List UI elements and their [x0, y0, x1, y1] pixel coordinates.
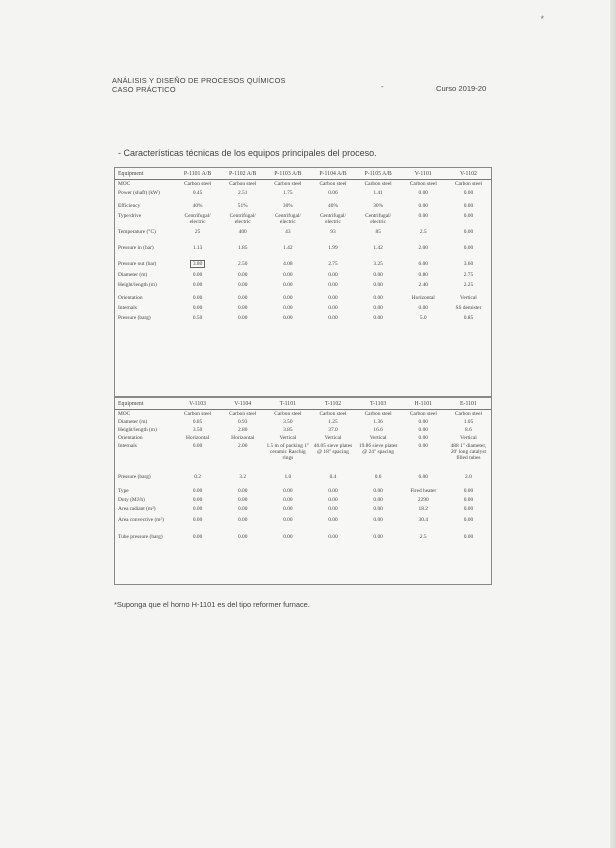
table-cell: 0.93: [237, 419, 248, 425]
table-cell: 0.00: [418, 203, 428, 209]
table-cell: 0.00: [418, 435, 428, 441]
table-row: [115, 419, 491, 427]
course-year: Curso 2019-20: [436, 84, 487, 93]
table-cell: 0.6: [374, 474, 382, 480]
table-cell: 37.0: [328, 427, 338, 433]
table-row: [115, 497, 491, 506]
table-cell: 0.00: [237, 517, 248, 523]
table-cell: 400: [238, 229, 247, 235]
table-cell: 46.05 sieve plates @ 18" spacing: [313, 443, 353, 455]
column-header: H-1101: [401, 398, 446, 410]
table-cell: Horizontal: [411, 295, 435, 301]
table-cell: 2.51: [237, 190, 248, 196]
table-cell: 0.00: [373, 506, 383, 512]
column-header: P-1104 A/B: [310, 168, 355, 180]
table-cell: Carbon steel: [409, 180, 437, 187]
table-cell: 0.45: [192, 190, 203, 196]
table-cell: 0.00: [283, 534, 293, 540]
table-cell: 0.00: [328, 282, 338, 288]
row-label: MOC: [118, 410, 131, 417]
equipment-table-2: [114, 397, 492, 585]
table-cell: 0.00: [237, 488, 248, 494]
row-label: Tube pressure (barg): [118, 534, 163, 540]
table-1: [115, 168, 491, 337]
table-cell: 2290: [417, 497, 429, 503]
document-header: [112, 76, 286, 94]
table-cell: 0.00: [373, 295, 383, 301]
table-row: [115, 474, 491, 488]
table-cell: 3.60: [463, 261, 474, 267]
header-dash: -: [381, 82, 384, 91]
table-cell: 0.00: [373, 282, 383, 288]
table-cell: Carbon steel: [364, 410, 392, 417]
table-cell: 0.00: [192, 295, 203, 301]
table-cell: 0.00: [418, 443, 428, 449]
table-cell: 18.2: [418, 506, 428, 512]
table-cell: 0.00: [283, 506, 293, 512]
column-header-equipment: Equipment: [115, 168, 175, 180]
table-cell: 0.00: [237, 282, 248, 288]
row-label: Height/length (m): [118, 427, 157, 433]
table-cell: Vertical: [369, 435, 387, 441]
table-row: [115, 272, 491, 282]
table-cell: 0.00: [328, 497, 338, 503]
row-label: Internals: [118, 443, 137, 449]
table-cell: 0.00: [192, 443, 203, 449]
column-header: T-1102: [310, 398, 355, 410]
table-cell: Centrifugal/ electric: [319, 213, 347, 225]
case-label: CASO PRÁCTICO: [112, 85, 176, 94]
table-cell: Centrifugal/ electric: [184, 213, 211, 225]
table-row: [115, 488, 491, 497]
table-cell: 40%: [192, 203, 203, 209]
table-cell: 0.00: [192, 517, 203, 523]
table-cell: Centrifugal/ electric: [365, 213, 392, 225]
table-cell: 1.5 m of packing 1" ceramic Raschig rings: [266, 443, 310, 461]
table-2: [115, 398, 491, 551]
table-cell: 0.00: [328, 534, 338, 540]
table-cell: 2.5: [419, 534, 427, 540]
table-cell: 2.00: [418, 245, 428, 251]
table-cell: 1.0: [284, 474, 292, 480]
row-label: Pressure in (bar): [118, 245, 154, 251]
table-cell: 0.00: [373, 305, 383, 311]
table-cell: 0.00: [418, 213, 428, 219]
table-cell: 1.42: [373, 245, 383, 251]
table-cell: Carbon steel: [319, 180, 347, 187]
table-cell: 1.42: [283, 245, 293, 251]
column-header: V-1101: [401, 168, 446, 180]
table-cell: 0.00: [373, 272, 383, 278]
table-cell: 0.00: [373, 497, 383, 503]
row-label: Pressure (barg): [118, 474, 151, 480]
table-cell: 0.00: [192, 534, 203, 540]
table-cell: 5.0: [419, 315, 427, 321]
table-2-header: [115, 398, 491, 410]
table-cell: Carbon steel: [229, 410, 257, 417]
corner-mark: *: [540, 14, 544, 24]
footnote: *Suponga que el horno H-1101 es del tipo reformer furnace.: [114, 600, 310, 609]
table-cell: 0.00: [463, 517, 474, 523]
table-cell: 0.00: [463, 213, 474, 219]
column-header: P-1103 A/B: [265, 168, 310, 180]
table-cell: 0.00: [373, 517, 383, 523]
table-cell: 25: [194, 229, 201, 235]
table-cell: Vertical: [279, 435, 297, 441]
table-cell: [175, 261, 220, 272]
table-cell: 16.6: [373, 427, 383, 433]
table-cell: 0.00: [418, 427, 428, 433]
table-cell: Carbon steel: [274, 410, 302, 417]
table-cell: Vertical: [324, 435, 342, 441]
table-cell: 0.00: [463, 497, 474, 503]
column-header: V-1103: [175, 398, 220, 410]
table-cell: 43: [285, 229, 291, 235]
table-cell: 1.05: [463, 419, 474, 425]
column-header: P-1101 A/B: [175, 168, 220, 180]
course-title: ANÁLISIS Y DISEÑO DE PROCESOS QUÍMICOS: [112, 76, 286, 85]
table-cell: Carbon steel: [184, 410, 212, 417]
table-cell: 0.00: [283, 517, 293, 523]
table-cell: 0.06: [328, 190, 338, 196]
row-label: Diameter (m): [118, 419, 148, 425]
column-header: V-1102: [446, 168, 491, 180]
table-cell: 2.50: [237, 261, 248, 267]
table-row: [115, 245, 491, 261]
table-cell: Carbon steel: [364, 180, 392, 187]
table-cell: 6.00: [418, 261, 428, 267]
table-cell: Horizontal: [186, 435, 210, 441]
table-cell: Centrifugal/ electric: [274, 213, 301, 225]
table-cell: 0.00: [463, 488, 474, 494]
table-2-body: [115, 410, 491, 551]
row-label: Pressure out (bar): [118, 261, 157, 267]
table-cell: 8.6: [465, 427, 472, 433]
row-label: Power (shaft) (kW): [118, 190, 160, 196]
table-cell: 0.00: [192, 272, 203, 278]
table-cell: 0.00: [463, 203, 474, 209]
table-cell: 0.50: [192, 315, 203, 321]
table-row: [115, 295, 491, 305]
row-label: Height/length (m): [118, 282, 157, 288]
table-cell: 488 1" diameter, 20' long catalyst filled tubes: [450, 443, 487, 461]
column-header: P-1105 A/B: [356, 168, 401, 180]
row-label: MOC: [118, 180, 131, 187]
equipment-table-1: [114, 167, 492, 397]
table-cell: 2.75: [328, 261, 338, 267]
table-cell: 0.00: [283, 315, 293, 321]
table-cell: 0.00: [192, 506, 203, 512]
table-cell: 1.75: [283, 190, 293, 196]
table-cell: 0.00: [328, 488, 338, 494]
table-cell: 3.50: [192, 427, 203, 433]
table-cell: 0.00: [328, 506, 338, 512]
table-cell: 0.00: [373, 534, 383, 540]
table-cell: 0.00: [283, 497, 293, 503]
table-cell: 2.40: [418, 282, 428, 288]
table-cell: 0.00: [237, 305, 248, 311]
table-cell: 0.00: [328, 295, 338, 301]
table-row: [115, 435, 491, 443]
row-label: Duty (MJ/h): [118, 497, 145, 503]
section-subtitle: - Características técnicas de los equipos principales del proceso.: [118, 148, 377, 158]
column-header: E-1101: [446, 398, 491, 410]
table-cell: 0.85: [192, 419, 203, 425]
table-cell: 0.00: [237, 497, 248, 503]
column-header: V-1104: [220, 398, 265, 410]
table-cell: Carbon steel: [229, 180, 257, 187]
column-header: P-1102 A/B: [220, 168, 265, 180]
table-row: [115, 517, 491, 534]
table-cell: 0.00: [237, 506, 248, 512]
table-cell: 0.00: [237, 315, 248, 321]
table-row: [115, 534, 491, 551]
table-cell: 0.00: [283, 305, 293, 311]
table-cell: 2.80: [237, 427, 248, 433]
table-cell: Carbon steel: [184, 180, 212, 187]
table-cell: Carbon steel: [319, 410, 347, 417]
table-row: [115, 203, 491, 213]
table-cell: 0.00: [463, 534, 474, 540]
table-row: [115, 261, 491, 272]
table-cell: 0.00: [192, 497, 203, 503]
table-cell: 1.99: [328, 245, 338, 251]
table-cell: 3.2: [239, 474, 247, 480]
table-cell: 0.80: [418, 272, 428, 278]
row-label: Orientation: [118, 295, 143, 301]
table-cell: 0.00: [192, 488, 203, 494]
column-header-equipment: Equipment: [115, 398, 175, 410]
row-label: Orientation: [118, 435, 143, 441]
row-label: Area radiant (m²): [118, 506, 156, 512]
table-cell: 0.00: [418, 190, 428, 196]
table-cell: 1.25: [328, 419, 338, 425]
table-cell: 3.25: [373, 261, 383, 267]
row-label: Area convective (m²): [118, 517, 164, 523]
table-cell: 2.75: [463, 272, 474, 278]
table-cell: 85: [375, 229, 381, 235]
table-1-header: [115, 168, 491, 180]
table-cell: 30.4: [418, 517, 428, 523]
table-cell: 0.00: [463, 229, 474, 235]
table-row: [115, 229, 491, 245]
table-1-body: [115, 180, 491, 337]
table-cell: 0.00: [328, 517, 338, 523]
table-cell: 0.00: [463, 245, 474, 251]
table-cell: 3.85: [283, 427, 293, 433]
table-cell: 1.85: [237, 245, 248, 251]
table-cell: Fired heater: [410, 488, 437, 494]
table-cell: 30%: [282, 203, 293, 209]
table-cell: 0.00: [418, 419, 428, 425]
table-cell: 0.00: [328, 305, 338, 311]
table-cell: 0.00: [283, 488, 293, 494]
table-cell: 1.13: [192, 245, 203, 251]
table-cell: 0.00: [237, 272, 248, 278]
table-cell: 0.00: [328, 272, 338, 278]
table-row: [115, 282, 491, 295]
table-cell: 1.41: [373, 190, 383, 196]
table-cell: 0.00: [373, 315, 383, 321]
table-cell: 2.00: [237, 443, 248, 449]
table-row: [115, 180, 491, 190]
table-row: [115, 315, 491, 337]
row-label: Efficiency: [118, 203, 141, 209]
table-cell: 3.50: [283, 419, 293, 425]
table-cell: 0.4: [329, 474, 337, 480]
table-cell: Vertical: [460, 295, 477, 301]
table-cell: 2.5: [419, 229, 427, 235]
table-cell: 0.00: [463, 190, 474, 196]
table-row: [115, 213, 491, 229]
table-cell: 6.00: [418, 474, 428, 480]
table-cell: 0.00: [373, 488, 383, 494]
table-cell: 40%: [328, 203, 338, 209]
column-header: T-1103: [356, 398, 401, 410]
table-row: [115, 190, 491, 203]
table-cell: 51%: [237, 203, 248, 209]
table-cell: 0.00: [283, 282, 293, 288]
table-cell: Carbon steel: [454, 410, 482, 417]
table-cell: 2.25: [463, 282, 474, 288]
table-cell: 0.00: [418, 305, 428, 311]
table-cell: 0.00: [192, 305, 203, 311]
row-label: Diameter (m): [118, 272, 148, 278]
table-cell: 0.00: [237, 534, 248, 540]
table-cell: Centrifugal/ electric: [229, 213, 256, 225]
table-cell: 19.86 sieve plates @ 24" spacing: [358, 443, 398, 455]
table-cell: 0.00: [328, 315, 338, 321]
table-cell: 1.36: [373, 419, 383, 425]
table-row: [115, 506, 491, 517]
table-cell: 2.0: [465, 474, 472, 480]
table-cell: 93: [330, 229, 336, 235]
row-label: Type/drive: [118, 213, 142, 219]
table-cell: Horizontal: [231, 435, 255, 441]
table-cell: 0.2: [194, 474, 201, 480]
page-edge: [610, 0, 616, 848]
table-cell: Vertical: [460, 435, 477, 441]
table-cell: 0.00: [192, 282, 203, 288]
table-cell: 30%: [373, 203, 384, 209]
row-label: Pressure (barg): [118, 315, 151, 321]
table-cell: Carbon steel: [274, 180, 302, 187]
table-cell: 0.00: [463, 506, 474, 512]
table-cell: 0.00: [283, 272, 293, 278]
table-row: [115, 305, 491, 315]
row-label: Internals: [118, 305, 137, 311]
table-cell: 4.08: [283, 261, 293, 267]
table-cell: 0.85: [463, 315, 474, 321]
table-cell: 0.00: [283, 295, 293, 301]
table-row: [115, 427, 491, 435]
table-cell: SS demister: [455, 305, 482, 311]
row-label: Type: [118, 488, 129, 494]
table-cell: 0.00: [237, 295, 248, 301]
column-header: T-1101: [265, 398, 310, 410]
table-row: [115, 443, 491, 474]
table-cell: Carbon steel: [409, 410, 437, 417]
table-row: [115, 410, 491, 419]
row-label: Temperature (°C): [118, 229, 156, 235]
table-cell: Carbon steel: [454, 180, 482, 187]
highlighted-value: 3.80: [190, 260, 205, 268]
